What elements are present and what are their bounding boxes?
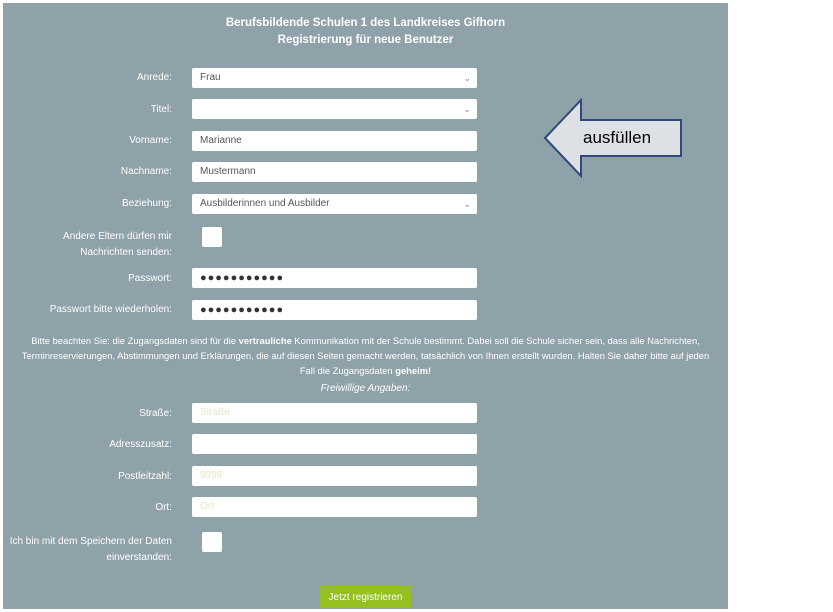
adresszusatz-input[interactable] — [192, 434, 477, 454]
beziehung-select[interactable] — [192, 194, 477, 214]
privacy-note — [13, 333, 718, 378]
page-title: Registrierung für neue Benutzer — [277, 34, 454, 46]
speichern-checkbox[interactable] — [202, 532, 222, 552]
register-button[interactable]: Jetzt registrieren — [320, 586, 411, 608]
plz-label: Postleitzahl: — [118, 471, 172, 482]
vorname-input[interactable]: Marianne — [192, 131, 477, 151]
titel-select[interactable] — [192, 99, 477, 119]
nachname-input[interactable]: Mustermann — [192, 162, 477, 182]
strasse-input[interactable]: Straße — [192, 403, 477, 423]
beziehung-value: Ausbilderinnen und Ausbilder — [200, 198, 330, 209]
passwort-input[interactable]: ●●●●●●●●●●● — [192, 268, 477, 288]
chevron-down-icon: ⌄ — [463, 199, 471, 209]
anrede-select[interactable] — [192, 68, 477, 88]
eltern-checkbox[interactable] — [202, 227, 222, 247]
passwort-repeat-label: Passwort bitte wiederholen: — [49, 304, 172, 315]
note-text-2: Kommunikation mit der Schule bestimmt. Dabei soll die Schule sicher sein, dass alle Nachrichten, Terminreservierungen, Abstimmungen und Erklärungen, die auf diesen Seiten gemacht werden, tatsächlich von Ihnen erstellt wurden. Halten Sie daher bitte auf jeden Fall die Zugangsdaten — [21, 335, 710, 376]
anrede-label: Anrede: — [136, 72, 172, 83]
chevron-down-icon: ⌄ — [463, 73, 471, 83]
ort-label: Ort: — [155, 502, 172, 513]
eltern-label — [63, 229, 172, 261]
note-bold-geheim: geheim! — [395, 365, 432, 376]
anrede-value: Frau — [200, 72, 221, 83]
passwort-label: Passwort: — [128, 273, 172, 284]
strasse-label: Straße: — [139, 408, 172, 419]
registration-panel — [3, 3, 728, 609]
passwort-repeat-input[interactable]: ●●●●●●●●●●● — [192, 300, 477, 320]
callout-text: ausfüllen — [583, 128, 652, 147]
speichern-label-line2: einverstanden: — [106, 552, 172, 563]
school-name-heading: Berufsbildende Schulen 1 des Landkreises Gifhorn — [225, 17, 506, 29]
eltern-label-line1: Andere Eltern dürfen mir — [63, 231, 172, 242]
optional-heading: Freiwillige Angaben: — [320, 383, 411, 394]
vorname-label: Vorname: — [129, 135, 172, 146]
note-text-1: Bitte beachten Sie: die Zugangsdaten sind für die — [31, 335, 239, 346]
plz-input[interactable]: 9999 — [192, 466, 477, 486]
titel-label: Titel: — [150, 104, 172, 115]
speichern-label-line1: Ich bin mit dem Speichern der Daten — [9, 536, 172, 547]
note-bold-vertrauliche: vertrauliche — [238, 335, 292, 346]
adresszusatz-label: Adresszusatz: — [109, 439, 172, 450]
nachname-label: Nachname: — [120, 166, 172, 177]
chevron-down-icon: ⌄ — [463, 104, 471, 114]
eltern-label-line2: Nachrichten senden: — [80, 247, 172, 258]
ort-input[interactable]: Ort — [192, 497, 477, 517]
beziehung-label: Beziehung: — [121, 198, 172, 209]
speichern-label — [10, 534, 172, 566]
